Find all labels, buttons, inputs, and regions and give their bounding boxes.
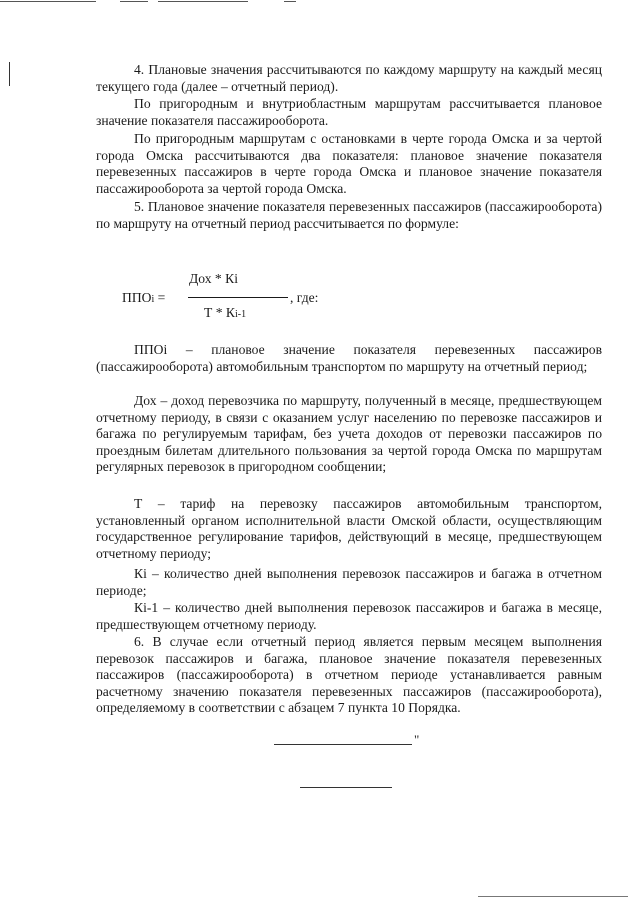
formula-numerator: Дох * Кi bbox=[189, 271, 238, 286]
scan-top-marks bbox=[0, 0, 640, 4]
paragraph-4-suburban: По пригородным и внутриобластным маршрутам рассчитывается плановое значение показателя пассажирооборота. bbox=[96, 96, 602, 128]
definition-t: Т – тариф на перевозку пассажиров автомобильным транспортом, установленный органом исполнительной власти Омской области, осуществляющим государственное регулирование тарифов, действующий в месяце, предшествующем отчетному периоду; bbox=[96, 496, 602, 561]
scan-mark bbox=[158, 1, 248, 2]
scan-mark bbox=[0, 1, 96, 2]
scan-bottom-mark bbox=[478, 896, 628, 897]
scan-mark bbox=[284, 1, 296, 2]
definition-ppo: ППОi – плановое значение показателя перевезенных пассажиров (пассажирооборота) автомобильным транспортом по маршруту на отчетный период; bbox=[96, 342, 602, 374]
formula-fraction-bar bbox=[188, 297, 288, 298]
definition-ki-1: Кi-1 – количество дней выполнения перевозок пассажиров и багажа в месяце, предшествующем отчетному периоду. bbox=[96, 600, 602, 632]
paragraph-4: 4. Плановые значения рассчитываются по каждому маршруту на каждый месяц текущего года (далее – отчетный период). bbox=[96, 62, 602, 94]
closing-rule bbox=[274, 744, 412, 745]
paragraph-4-omsk: По пригородным маршрутам с остановками в черте города Омска и за чертой города Омска рассчитываются два показателя: плановое значение показателя перевезенных пассажиров в черте города Омска и плановое значение показателя пассажирооборота за чертой города Омска. bbox=[96, 131, 602, 196]
definition-ki: Кi – количество дней выполнения перевозок пассажиров и багажа в отчетном периоде; bbox=[96, 566, 602, 598]
formula-lhs: ППОi = bbox=[122, 290, 166, 305]
paragraph-5: 5. Плановое значение показателя перевезенных пассажиров (пассажирооборота) по маршруту на отчетный период рассчитывается по формуле: bbox=[96, 199, 602, 231]
scan-mark bbox=[120, 1, 148, 2]
formula-denominator: Т * Кi-1 bbox=[204, 305, 247, 320]
scan-left-mark bbox=[9, 62, 10, 86]
definition-dox: Дох – доход перевозчика по маршруту, полученный в месяце, предшествующем отчетному периоду, в связи с оказанием услуг населению по перевозке пассажиров и багажа по регулируемым тарифам, без учета доходов от перевозки пассажиров по проездным билетам длительного пользования за чертой города Омска по маршрутам регулярных перевозок в пригородном сообщении; bbox=[96, 393, 602, 475]
closing-quote: " bbox=[414, 732, 420, 747]
paragraph-6: 6. В случае если отчетный период является первым месяцем выполнения перевозок пассажиров и багажа, плановое значение показателя перевезенных пассажиров (пассажирооборота) в отчетном периоде устанавливается равным расчетному значению показателя перевезенных пассажиров (пассажирооборота), определяемому в соответствии с абзацем 7 пункта 10 Порядка. bbox=[96, 634, 602, 716]
separator-line bbox=[300, 787, 392, 788]
formula bbox=[96, 266, 602, 326]
formula-where: , где: bbox=[290, 290, 319, 305]
